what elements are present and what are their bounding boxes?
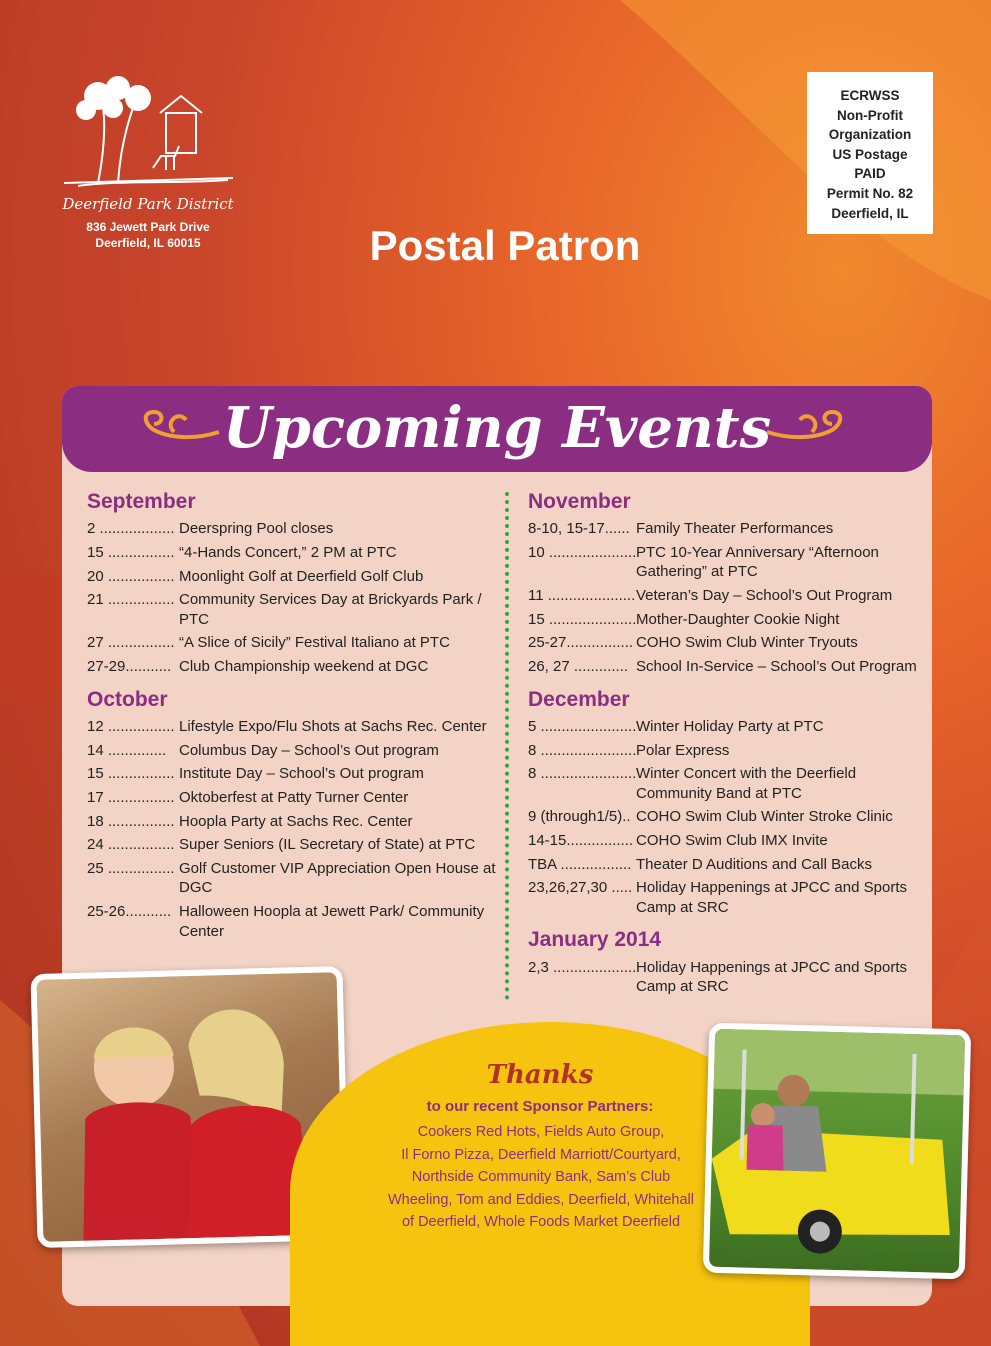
event-description: Hoopla Party at Sachs Rec. Center (179, 812, 413, 830)
right-flourish-icon (762, 402, 862, 452)
event-description: Halloween Hoopla at Jewett Park/ Community Center (179, 903, 485, 940)
event-date: 25 ................ (87, 859, 175, 877)
event-item (87, 633, 497, 653)
event-description: Community Services Day at Brickyards Park / PTC (179, 591, 482, 628)
event-item (528, 633, 928, 653)
event-date: 23,26,27,30 ..... (528, 879, 633, 897)
sponsor-line: Northside Community Bank, Sam’s Club (411, 1169, 671, 1185)
event-section (528, 687, 928, 918)
event-description: Holiday Happenings at JPCC and Sports Camp at SRC (636, 958, 907, 996)
event-description: Moonlight Golf at Deerfield Golf Club (179, 567, 424, 585)
tree-and-deer-logo-icon (58, 68, 238, 188)
events-column-right (528, 489, 928, 1007)
event-description: Family Theater Performances (636, 520, 834, 538)
section-title: October (87, 687, 168, 711)
event-item (528, 878, 928, 917)
event-date: 24 ................ (87, 836, 175, 854)
event-date: 11 ..................... (528, 587, 636, 605)
postal-patron-label: Postal Patron (369, 222, 641, 269)
event-item (528, 543, 928, 582)
event-description: Winter Concert with the Deerfield Community Band at PTC (636, 765, 857, 802)
postage-indicia (807, 72, 933, 234)
event-item (528, 586, 928, 606)
events-banner-title: Upcoming Events (222, 395, 772, 461)
column-divider (505, 492, 509, 1000)
event-date: 14-15................ (528, 832, 634, 850)
event-item (87, 788, 497, 808)
event-date: 15 ................ (87, 765, 175, 783)
event-item (528, 717, 928, 737)
event-section (528, 489, 928, 677)
event-description: Golf Customer VIP Appreciation Open House at DGC (179, 859, 496, 897)
events-column-left (87, 489, 497, 951)
thanks-sponsors (356, 1121, 726, 1234)
event-date: 20 ................ (87, 567, 175, 585)
postage-line: PAID (854, 166, 886, 182)
section-title: December (528, 687, 630, 711)
event-date: 14 .............. (87, 741, 167, 759)
event-description: COHO Swim Club Winter Stroke Clinic (636, 808, 893, 826)
event-item (87, 657, 497, 677)
event-item (87, 764, 497, 784)
event-item (528, 657, 928, 677)
event-item (528, 610, 928, 630)
event-description: Polar Express (636, 741, 730, 759)
event-item (528, 741, 928, 761)
event-date: 2,3 .................... (528, 958, 636, 976)
event-section (87, 687, 497, 942)
event-description: COHO Swim Club Winter Tryouts (636, 634, 858, 652)
event-description: Winter Holiday Party at PTC (636, 717, 824, 735)
event-item (87, 519, 497, 539)
sponsor-line: Cookers Red Hots, Fields Auto Group, (417, 1124, 665, 1140)
event-item (528, 519, 928, 539)
event-description: PTC 10-Year Anniversary “Afternoon Gathering” at PTC (636, 543, 879, 581)
event-date: 27-29........... (87, 658, 172, 676)
postage-line: ECRWSS (840, 88, 900, 103)
event-description: Theater D Auditions and Call Backs (636, 855, 872, 873)
event-description: “A Slice of Sicily” Festival Italiano at PTC (179, 634, 450, 652)
events-banner (62, 386, 932, 472)
event-date: 8-10, 15-17...... (528, 520, 630, 538)
event-description: Institute Day – School’s Out program (179, 765, 424, 783)
event-item (87, 717, 497, 737)
event-description: School In-Service – School’s Out Program (636, 658, 917, 676)
event-item (528, 764, 928, 803)
event-item (87, 902, 497, 941)
event-description: “4-Hands Concert,” 2 PM at PTC (179, 543, 397, 561)
event-description: Holiday Happenings at JPCC and Sports Camp at SRC (636, 879, 907, 916)
event-description: Veteran’s Day – School’s Out Program (636, 587, 893, 605)
event-item (528, 831, 928, 851)
event-date: TBA ................. (528, 855, 632, 873)
thanks-heading: Thanks (486, 1060, 594, 1090)
section-title: September (87, 490, 196, 513)
event-date: 8 ....................... (528, 741, 636, 759)
event-date: 12 ................ (87, 717, 175, 735)
event-date: 15 ..................... (528, 610, 636, 628)
event-item (528, 958, 928, 997)
postage-line: US Postage (832, 146, 908, 162)
event-date: 18 ................ (87, 812, 175, 830)
event-description: Lifestyle Expo/Flu Shots at Sachs Rec. Center (179, 717, 487, 735)
logo-address-line-2: Deerfield, IL 60015 (95, 236, 201, 250)
event-date: 27 ................ (87, 634, 175, 652)
event-section (87, 489, 497, 677)
park-district-logo (58, 68, 238, 251)
event-date: 5 ....................... (528, 717, 636, 735)
sponsor-line: Wheeling, Tom and Eddies, Deerfield, Whitehall (387, 1191, 694, 1208)
postage-line: Deerfield, IL (831, 205, 909, 221)
event-date: 25-27................ (528, 634, 634, 652)
section-title: November (528, 490, 631, 513)
section-title: January 2014 (528, 928, 662, 952)
logo-name: Deerfield Park District (62, 195, 234, 213)
event-section (528, 927, 928, 996)
event-item (87, 590, 497, 629)
event-item (87, 812, 497, 832)
event-item (528, 855, 928, 875)
event-item (87, 567, 497, 587)
event-description: Deerspring Pool closes (179, 520, 334, 538)
postage-line: Permit No. 82 (826, 185, 914, 201)
sponsor-line: Il Forno Pizza, Deerfield Marriott/Courtyard, (401, 1146, 681, 1163)
event-date: 17 ................ (87, 788, 175, 806)
postage-line: Non-Profit (837, 107, 903, 123)
train-ride-photo-illustration (709, 1029, 965, 1273)
event-description: Club Championship weekend at DGC (179, 658, 429, 676)
event-date: 15 ................ (87, 543, 175, 561)
event-item (87, 835, 497, 855)
event-item (87, 859, 497, 898)
event-description: Mother-Daughter Cookie Night (636, 610, 840, 628)
event-item (87, 543, 497, 563)
event-date: 21 ................ (87, 591, 175, 609)
event-description: COHO Swim Club IMX Invite (636, 832, 828, 850)
event-item (528, 807, 928, 827)
event-date: 2 .................. (87, 520, 175, 538)
logo-address-line-1: 836 Jewett Park Drive (86, 220, 210, 234)
event-date: 8 ....................... (528, 765, 636, 783)
sponsor-line: of Deerfield, Whole Foods Market Deerfield (401, 1214, 681, 1230)
thanks-subheading: to our recent Sponsor Partners: (426, 1098, 654, 1115)
event-date: 26, 27 ............. (528, 658, 629, 676)
photo-train-ride (703, 1023, 971, 1280)
event-description: Columbus Day – School’s Out program (179, 741, 439, 759)
event-date: 25-26........... (87, 903, 172, 921)
event-description: Oktoberfest at Patty Turner Center (179, 788, 409, 806)
event-item (87, 741, 497, 761)
event-date: 10 ..................... (528, 543, 636, 561)
postage-line: Organization (828, 127, 912, 143)
event-date: 9 (through1/5).. (528, 808, 631, 826)
event-description: Super Seniors (IL Secretary of State) at PTC (179, 836, 476, 854)
